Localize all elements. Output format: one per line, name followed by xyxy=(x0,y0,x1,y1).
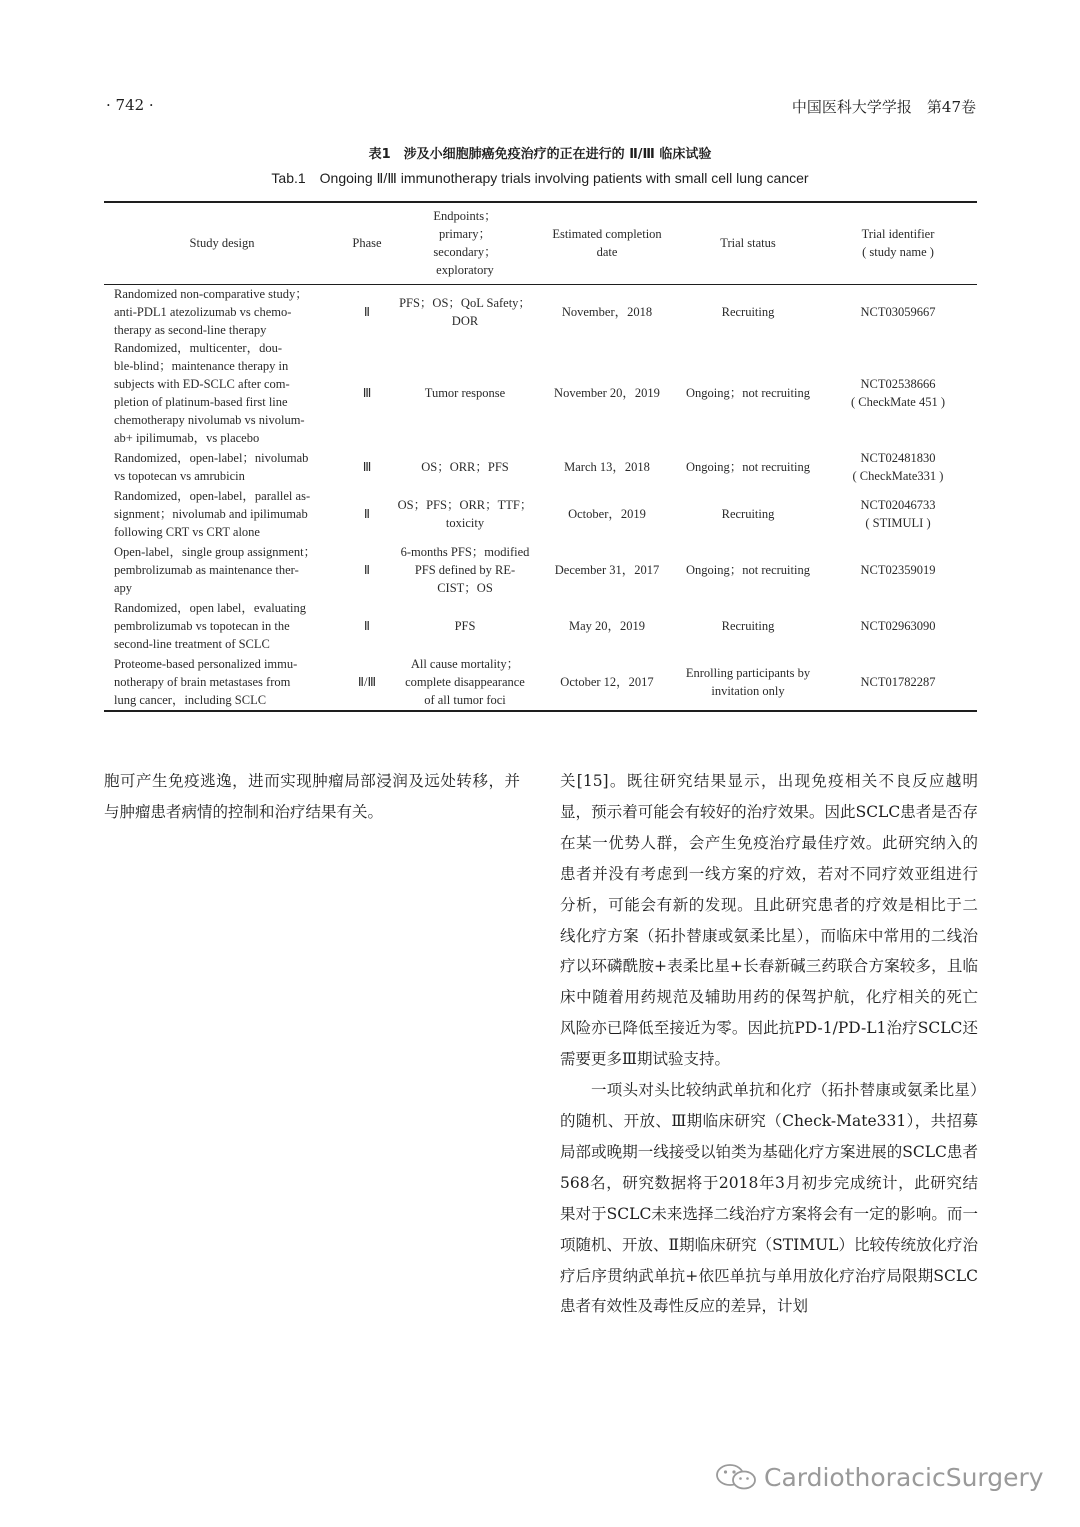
cell-design: Randomized，open label，evaluating pembrolizumab vs topotecan in the second-line treatment of SCLC xyxy=(114,601,306,651)
body-column-right xyxy=(560,766,978,1322)
cell-phase: Ⅱ/Ⅲ xyxy=(357,675,377,689)
column-header-phase: Phase xyxy=(352,236,382,250)
table-caption-en: Tab.1 Ongoing Ⅱ/Ⅲ immunotherapy trials involving patients with small cell lung cancer xyxy=(271,170,809,186)
cell-status: Ongoing；not recruiting xyxy=(686,386,810,400)
journal-title: 中国医科大学学报 第47卷 xyxy=(791,98,976,116)
cell-endpoints: PFS；OS；QoL Safety； DOR xyxy=(399,296,531,328)
cell-phase: Ⅱ xyxy=(363,619,371,633)
column-header-status: Trial status xyxy=(720,236,776,250)
cell-date: November，2018 xyxy=(561,305,653,319)
paragraph: 关[15]。既往研究结果显示，出现免疫相关不良反应越明显，预示着可能会有较好的治疗效果。因此SCLC患者是否存在某一优势人群，会产生免疫治疗最佳疗效。此研究纳入的患者并没有考虑到一线方案的疗效，若对不同疗效亚组进行分析，可能会有新的发现。且此研究患者的疗效是相比于二线化疗方案（拓扑替康或氨柔比星），而临床中常用的二线治疗以环磷酰胺+表柔比星+长春新碱三药联合方案较多，且临床中随着用药规范及辅助用药的保驾护航，化疗相关的死亡风险亦已降低至接近为零。因此抗PD-1/PD-L1治疗SCLC还需要更多Ⅲ期试验支持。 xyxy=(560,772,978,1069)
cell-status: Recruiting xyxy=(721,619,775,633)
cell-design: Proteome-based personalized immu- notherapy of brain metastases from lung cancer，including SCLC xyxy=(114,657,298,707)
cell-status: Enrolling participants by invitation only xyxy=(685,666,811,698)
cell-status: Recruiting xyxy=(721,507,775,521)
column-header-identifier: Trial identifier ( study name ) xyxy=(861,227,935,259)
paragraph: 一项头对头比较纳武单抗和化疗（拓扑替康或氨柔比星）的随机、开放、Ⅲ期临床研究（Check-Mate331），共招募局部或晚期一线接受以铂类为基础化疗方案进展的SCLC患者568名，研究数据将于2018年3月初步完成统计，此研究结果对于SCLC未来选择二线治疗方案将会有一定的影响。而一项随机、开放、Ⅱ期临床研究（STIMUL）比较传统放化疗治疗后序贯纳武单抗+依匹单抗与单用放化疗治疗局限期SCLC患者有效性及毒性反应的差异，计划 xyxy=(560,1081,978,1316)
cell-endpoints: Tumor response xyxy=(424,386,506,400)
page-number: · 742 · xyxy=(106,96,154,114)
watermark xyxy=(714,1462,1044,1492)
watermark-text: CardiothoracicSurgery xyxy=(764,1462,1044,1492)
cell-endpoints: OS；PFS；ORR；TTF； toxicity xyxy=(397,498,533,530)
cell-identifier: NCT02963090 xyxy=(860,619,936,633)
cell-identifier: NCT01782287 xyxy=(860,675,936,689)
cell-phase: Ⅱ xyxy=(363,305,371,319)
cell-identifier: NCT02538666 ( CheckMate 451 ) xyxy=(850,377,946,409)
cell-endpoints: PFS xyxy=(454,619,476,633)
cell-design: Randomized，open-label，parallel as- signment；nivolumab and ipilimumab following CRT vs CRT alone xyxy=(114,489,311,539)
cell-date: November 20，2019 xyxy=(554,386,660,400)
wechat-icon xyxy=(714,1462,758,1492)
body-column-left xyxy=(104,766,520,828)
column-header-completion: Estimated completion date xyxy=(552,227,662,259)
cell-identifier: NCT02046733 ( STIMULI ) xyxy=(860,498,936,530)
paragraph: 胞可产生免疫逃逸，进而实现肿瘤局部浸润及远处转移，并与肿瘤患者病情的控制和治疗结果有关。 xyxy=(104,772,520,821)
cell-date: October 12，2017 xyxy=(560,675,654,689)
cell-identifier: NCT02481830 ( CheckMate331 ) xyxy=(852,451,944,483)
cell-phase: Ⅱ xyxy=(363,507,371,521)
cell-date: October，2019 xyxy=(568,507,646,521)
cell-endpoints: 6-months PFS；modified PFS defined by RE- CIST；OS xyxy=(400,545,530,595)
cell-design: Randomized non-comparative study； anti-PDL1 atezolizumab vs chemo- therapy as second-line therapy xyxy=(114,287,308,337)
table-caption-cn: 表1 涉及小细胞肺癌免疫治疗的正在进行的 Ⅱ/Ⅲ 临床试验 xyxy=(368,147,712,162)
table-bottom-rule xyxy=(104,710,977,712)
cell-status: Ongoing；not recruiting xyxy=(686,563,810,577)
cell-identifier: NCT02359019 xyxy=(860,563,936,577)
cell-date: March 13，2018 xyxy=(564,460,650,474)
cell-phase: Ⅲ xyxy=(362,460,372,474)
cell-endpoints: All cause mortality； complete disappearance of all tumor foci xyxy=(405,657,525,707)
cell-design: Randomized，open-label；nivolumab vs topotecan vs amrubicin xyxy=(114,451,309,483)
cell-design: Randomized，multicenter，dou- ble-blind；maintenance therapy in subjects with ED-SCLC after com- pletion of platinum-based first line chemotherapy nivolumab vs nivolum- ab+ ipilimumab，vs placebo xyxy=(114,341,305,445)
cell-date: May 20，2019 xyxy=(568,619,646,633)
column-header-endpoints: Endpoints； primary； secondary； exploratory xyxy=(433,209,497,277)
cell-phase: Ⅱ xyxy=(363,563,371,577)
cell-design: Open-label，single group assignment； pembrolizumab as maintenance ther- apy xyxy=(114,545,317,595)
cell-date: December 31，2017 xyxy=(554,563,660,577)
cell-endpoints: OS；ORR；PFS xyxy=(421,460,509,474)
column-header-design: Study design xyxy=(189,236,255,250)
cell-status: Recruiting xyxy=(721,305,775,319)
cell-identifier: NCT03059667 xyxy=(860,305,936,319)
cell-phase: Ⅲ xyxy=(362,386,372,400)
cell-status: Ongoing；not recruiting xyxy=(686,460,810,474)
